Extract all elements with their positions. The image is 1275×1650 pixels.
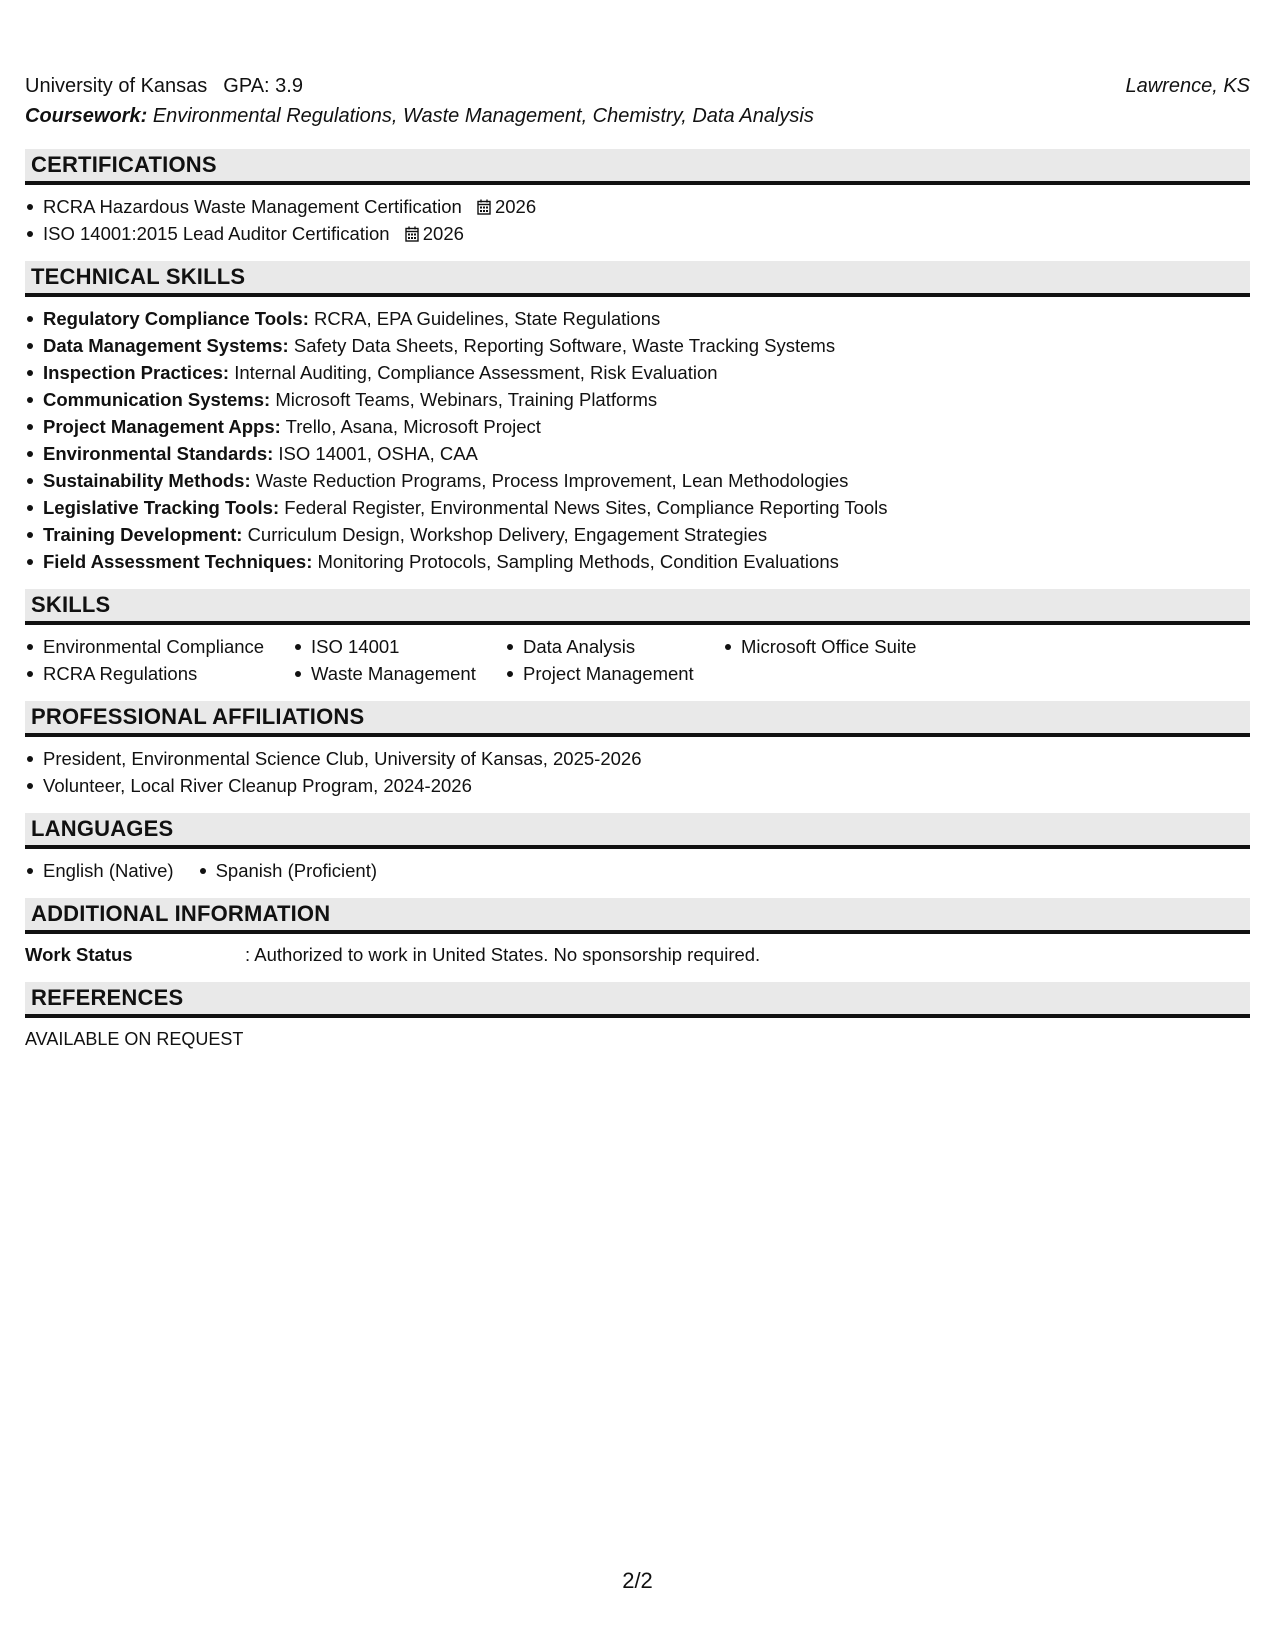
certification-name: RCRA Hazardous Waste Management Certification bbox=[43, 196, 462, 217]
skill-category: Regulatory Compliance Tools: bbox=[43, 308, 309, 329]
skill-values: RCRA, EPA Guidelines, State Regulations bbox=[314, 308, 661, 329]
list-item bbox=[25, 386, 1250, 413]
resume-page bbox=[25, 75, 1250, 1052]
skill-category: Project Management Apps: bbox=[43, 416, 281, 437]
skill-item: Project Management bbox=[505, 660, 723, 687]
calendar-icon bbox=[477, 199, 491, 215]
skill-values: Internal Auditing, Compliance Assessment, Risk Evaluation bbox=[234, 362, 718, 383]
list-item bbox=[25, 193, 1250, 220]
skill-item: Waste Management bbox=[293, 660, 505, 687]
list-item bbox=[25, 494, 1250, 521]
certifications-section bbox=[25, 149, 1250, 247]
list-item bbox=[25, 548, 1250, 575]
skill-item: Environmental Compliance bbox=[25, 633, 293, 660]
certification-year: 2026 bbox=[422, 223, 464, 244]
skill-category: Communication Systems: bbox=[43, 389, 271, 410]
page-number: 2/2 bbox=[622, 1568, 653, 1593]
skill-item: RCRA Regulations bbox=[25, 660, 293, 687]
language-item: English (Native) bbox=[25, 857, 174, 884]
references-text: AVAILABLE ON REQUEST bbox=[25, 1029, 244, 1049]
section-title-technical-skills: TECHNICAL SKILLS bbox=[25, 261, 1250, 297]
skills-section bbox=[25, 589, 1250, 687]
skill-category: Legislative Tracking Tools: bbox=[43, 497, 280, 518]
skill-values: Trello, Asana, Microsoft Project bbox=[285, 416, 541, 437]
list-item bbox=[25, 359, 1250, 386]
work-status-row bbox=[25, 942, 1250, 968]
list-item bbox=[25, 467, 1250, 494]
list-item bbox=[25, 332, 1250, 359]
education-school-gpa bbox=[25, 75, 303, 98]
skill-values: Waste Reduction Programs, Process Improvement, Lean Methodologies bbox=[255, 470, 849, 491]
technical-skills-list bbox=[25, 305, 1250, 575]
education-location: Lawrence, KS bbox=[1125, 75, 1250, 97]
list-item: Volunteer, Local River Cleanup Program, 2024-2026 bbox=[25, 772, 1250, 799]
certification-name: ISO 14001:2015 Lead Auditor Certification bbox=[43, 223, 390, 244]
skill-values: Safety Data Sheets, Reporting Software, Waste Tracking Systems bbox=[293, 335, 836, 356]
languages-list bbox=[25, 857, 1250, 884]
skill-category: Data Management Systems: bbox=[43, 335, 289, 356]
list-item: President, Environmental Science Club, University of Kansas, 2025-2026 bbox=[25, 745, 1250, 772]
work-status-label: Work Status bbox=[25, 944, 133, 965]
coursework-list: Environmental Regulations, Waste Management, Chemistry, Data Analysis bbox=[152, 105, 814, 127]
references-section bbox=[25, 982, 1250, 1052]
list-item bbox=[25, 521, 1250, 548]
section-title-skills: SKILLS bbox=[25, 589, 1250, 625]
list-item bbox=[25, 440, 1250, 467]
affiliations-list bbox=[25, 745, 1250, 799]
section-title-languages: LANGUAGES bbox=[25, 813, 1250, 849]
skill-category: Environmental Standards: bbox=[43, 443, 274, 464]
coursework-label: Coursework: bbox=[25, 105, 148, 127]
list-item bbox=[25, 220, 1250, 247]
skill-category: Field Assessment Techniques: bbox=[43, 551, 313, 572]
list-item bbox=[25, 413, 1250, 440]
skills-grid bbox=[25, 633, 1250, 687]
section-title-certifications: CERTIFICATIONS bbox=[25, 149, 1250, 185]
skill-values: ISO 14001, OSHA, CAA bbox=[278, 443, 478, 464]
certifications-list bbox=[25, 193, 1250, 247]
skill-item: Data Analysis bbox=[505, 633, 723, 660]
affiliations-section bbox=[25, 701, 1250, 799]
education-row bbox=[25, 75, 1250, 105]
languages-section bbox=[25, 813, 1250, 884]
section-title-additional-info: ADDITIONAL INFORMATION bbox=[25, 898, 1250, 934]
work-status-value: : Authorized to work in United States. No sponsorship required. bbox=[245, 944, 761, 965]
skill-values: Curriculum Design, Workshop Delivery, Engagement Strategies bbox=[247, 524, 768, 545]
skill-category: Training Development: bbox=[43, 524, 243, 545]
gpa: GPA: 3.9 bbox=[223, 75, 303, 97]
skill-category: Inspection Practices: bbox=[43, 362, 230, 383]
section-title-references: REFERENCES bbox=[25, 982, 1250, 1018]
section-title-affiliations: PROFESSIONAL AFFILIATIONS bbox=[25, 701, 1250, 737]
language-item: Spanish (Proficient) bbox=[198, 857, 377, 884]
skill-item: Microsoft Office Suite bbox=[723, 633, 1023, 660]
skill-item: ISO 14001 bbox=[293, 633, 505, 660]
list-item bbox=[25, 305, 1250, 332]
coursework bbox=[25, 105, 1250, 135]
skill-values: Microsoft Teams, Webinars, Training Platforms bbox=[275, 389, 658, 410]
school-name: University of Kansas bbox=[25, 75, 208, 97]
technical-skills-section bbox=[25, 261, 1250, 575]
certification-year: 2026 bbox=[494, 196, 537, 217]
skill-values: Monitoring Protocols, Sampling Methods, Condition Evaluations bbox=[317, 551, 839, 572]
skill-values: Federal Register, Environmental News Sites, Compliance Reporting Tools bbox=[284, 497, 888, 518]
additional-info-section bbox=[25, 898, 1250, 968]
skill-category: Sustainability Methods: bbox=[43, 470, 251, 491]
calendar-icon bbox=[405, 226, 419, 242]
